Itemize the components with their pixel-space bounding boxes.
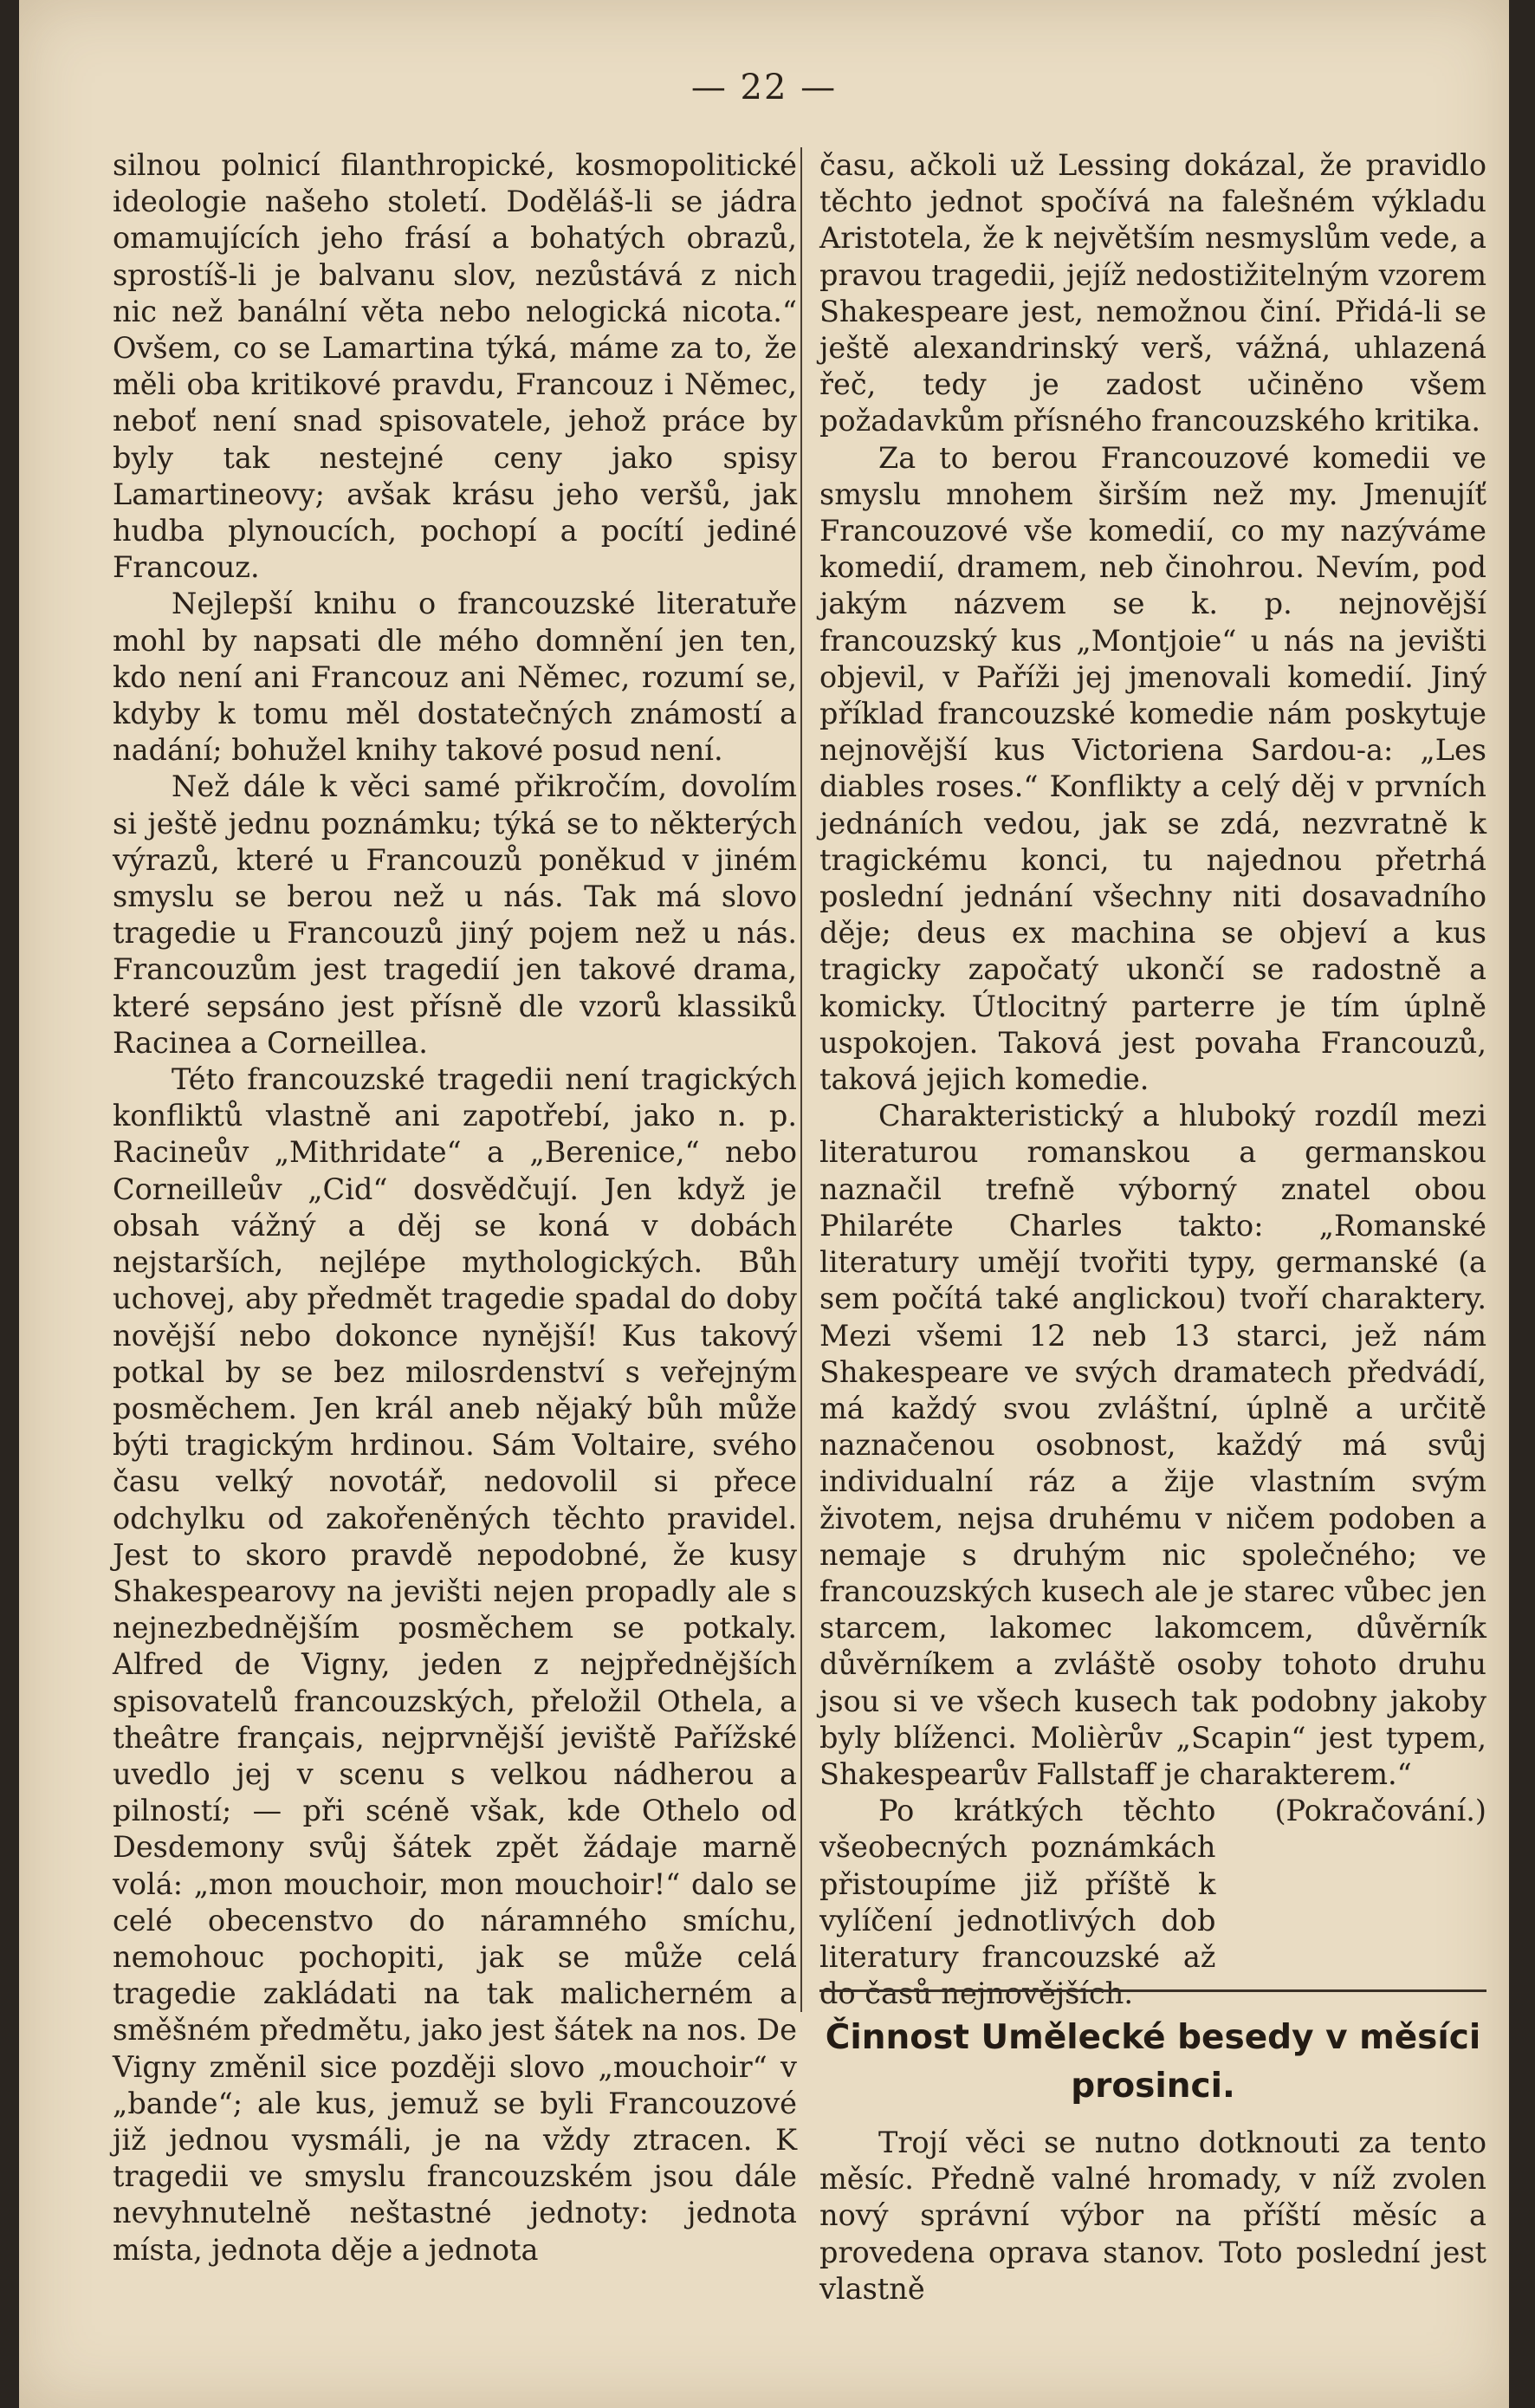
section-divider xyxy=(819,1989,1486,1992)
continuation-note: (Pokračování.) xyxy=(1274,1794,1486,1828)
article-title: Činnost Umělecké besedy v měsíci prosinci. xyxy=(825,2018,1481,2106)
paragraph: Po krátkých těchto všeobecných poznámkách přistoupíme již příště k vylíčení jednotlivých dob literatury francouzské až do časů nejnovějších. xyxy=(819,1794,1216,2011)
closing-paragraph xyxy=(819,1793,1486,2012)
paragraph: Této francouzské tragedii není tragických konfliktů vlastně ani zapotřebí, jako n. p. Racineův „Mithridate“ a „Berenice,“ nebo Corneilleův „Cid“ dosvědčují. Jen když je obsah vážný a děj se koná v dobách nejstarších, nejlépe mythologických. Bůh uchovej, aby předmět tragedie spadal do doby novější nebo dokonce nynější! Kus takový potkal by se bez milosrdenství s veřejným posměchem. Jen král aneb nějaký bůh může býti tragickým hrdinou. Sám Voltaire, svého času velký novotář, nedovolil si přece odchylku od zakořeněných těchto pravidel. Jest to skoro pravdě nepodobné, že kusy Shakespearovy na jevišti nejen propadly ale s nejnezbednějším posměchem se potkaly. Alfred de Vigny, jeden z nejpřednějších spisovatelů francouzských, přeložil Othela, a theâtre français, nejprvnější jeviště Pařížské uvedlo jej v scenu s velkou nádherou a pilností; — při scéně však, kde Othelo od Desdemony svůj šátek zpět žádaje marně volá: „mon mouchoir, mon mouchoir!“ dalo se celé obecenstvo do náramného smíchu, nemohouc pochopiti, jak se může celá tragedie zakládati na tak malicherném a směšném předmětu, jako jest šátek na nos. De Vigny změnil sice později slovo „mouchoir“ v „bande“; ale kus, jemuž se byli Francouzové již jednou vysmáli, je na vždy ztracen. K tragedii ve smyslu francouzském jsou dále nevyhnutelně neštastné jednoty: jednota místa, jednota děje a jednota xyxy=(113,1062,797,2267)
paragraph: Trojí věci se nutno dotknouti za tento měsíc. Předně valné hromady, v níž zvolen nový správní výbor na příští měsíc a provedena oprava stanov. Toto poslední jest vlastně xyxy=(819,2126,1486,2306)
paragraph: času, ačkoli už Lessing dokázal, že pravidlo těchto jednot spočívá na falešném výkladu Aristotela, že k největším nesmyslům vede, a pravou tragedii, jejíž nedostižitelným vzorem Shakespeare jest, nemožnou činí. Přidá-li se ještě alexandrinský verš, vážná, uhlazená řeč, tedy je zadost učiněno všem požadavkům přísného francouzského kritika. xyxy=(819,148,1486,438)
paragraph: Než dále k věci samé přikročím, dovolím si ještě jednu poznámku; týká se to některých výrazů, které u Francouzů poněkud v jiném smyslu se berou než u nás. Tak má slovo tragedie u Francouzů jiný pojem než u nás. Francouzům jest tragedií jen takové drama, které sepsáno jest přísně dle vzorů klassiků Racinea a Corneillea. xyxy=(113,769,797,1060)
paragraph: Charakteristický a hluboký rozdíl mezi literaturou romanskou a germanskou naznačil trefně výborný znatel obou Philaréte Charles takto: „Romanské literatury umějí tvořiti typy, germanské (a sem počítá také anglickou) tvoří charaktery. Mezi všemi 12 neb 13 starci, jež nám Shakespeare ve svých dramatech předvádí, má každý svou zvláštní, úplně a určitě naznačenou osobnost, každý má svůj individualní ráz a žije vlastním svým životem, nejsa druhému v ničem podoben a nemaje s druhým nic společného; ve francouzských kusech ale je starec vůbec jen starcem, lakomec lakomcem, důvěrník důvěrníkem a zvláště osoby tohoto druhu jsou si ve všech kusech tak podobny jakoby byly blíženci. Molièrův „Scapin“ jest typem, Shakespearův Fallstaff je charakterem.“ xyxy=(819,1099,1486,1791)
newspaper-page xyxy=(19,0,1509,2408)
left-column xyxy=(113,147,797,2268)
paragraph: silnou polnicí filanthropické, kosmopolitické ideologie našeho století. Doděláš-li se jádra omamujících jeho frásí a bohatých obrazů, sprostíš-li je balvanu slov, nezůstává z nich nic než banální věta nebo nelogická nicota.“ Ovšem, co se Lamartina týká, máme za to, že měli oba kritikové pravdu, Francouz i Němec, neboť není snad spisovatele, jehož práce by byly tak nestejné ceny jako spisy Lamartineovy; avšak krásu jeho veršů, jak hudba plynoucích, pochopí a pocítí jediné Francouz. xyxy=(113,148,797,585)
paragraph: Nejlepší knihu o francouzské literatuře mohl by napsati dle mého domnění jen ten, kdo není ani Francouz ani Němec, rozumí se, kdyby k tomu měl dostatečných známostí a nadání; bohužel knihy takové posud není. xyxy=(113,587,797,768)
right-column xyxy=(800,147,1486,2012)
article-body xyxy=(819,2125,1486,2307)
paragraph: Za to berou Francouzové komedii ve smyslu mnohem širším než my. Jmenujíť Francouzové vše komedií, co my nazýváme komedií, dramem, neb činohrou. Nevím, pod jakým názvem se k. p. nejnovější francouzský kus „Montjoie“ u nás na jevišti objevil, v Paříži jej jmenovali komedií. Jiný příklad francouzské komedie nám poskytuje nejnovější kus Victoriena Sardou-a: „Les diables roses.“ Konflikty a celý děj v prvních jednáních vedou, jak se zdá, nezvratně k tragickému konci, tu najednou přetrhá poslední jednání všechny niti dosavadního děje; deus ex machina se objeví a kus tragicky započatý ukončí se radostně a komicky. Útlocitný parterre je tím úplně uspokojen. Taková jest povaha Francouzů, taková jejich komedie. xyxy=(819,440,1486,1097)
page-number: — 22 — xyxy=(690,68,838,107)
